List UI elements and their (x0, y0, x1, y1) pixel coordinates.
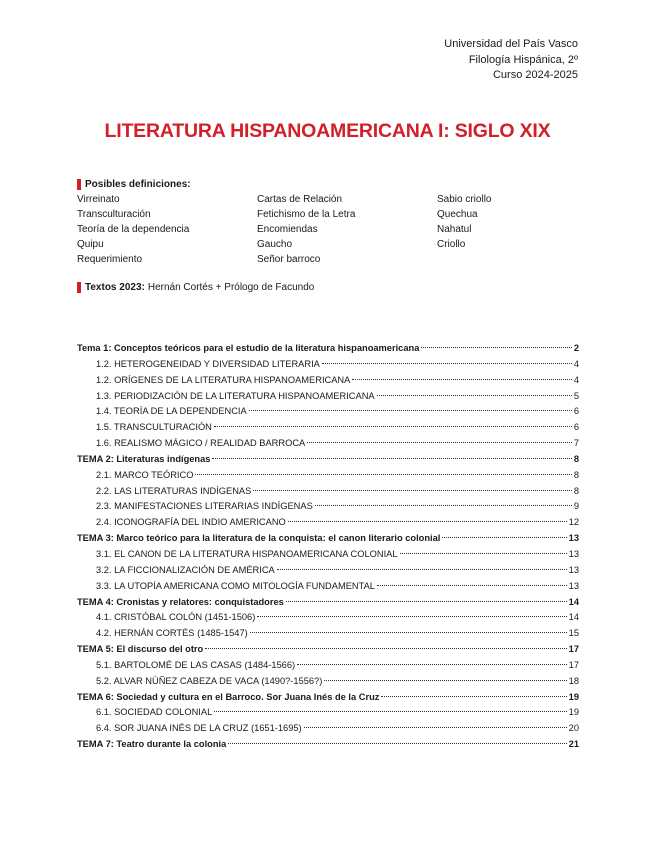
toc-chapter-entry[interactable] (77, 692, 579, 708)
toc-dot-leader (400, 553, 567, 554)
toc-entry-title: 6.1. SOCIEDAD COLONIAL (96, 707, 213, 718)
toc-entry-title: 1.3. PERIODIZACIÓN DE LA LITERATURA HISPANOAMERICANA (96, 390, 375, 401)
toc-dot-leader (324, 680, 566, 681)
toc-page-number: 19 (568, 691, 579, 702)
toc-section-entry[interactable] (77, 723, 579, 739)
definition-term (437, 252, 577, 267)
toc-section-entry[interactable] (77, 486, 579, 502)
document-title: LITERATURA HISPANOAMERICANA I: SIGLO XIX (104, 120, 551, 142)
toc-section-entry[interactable] (77, 391, 579, 407)
definitions-heading-label: Posibles definiciones: (85, 179, 191, 190)
toc-chapter-entry[interactable] (77, 644, 579, 660)
toc-chapter-entry[interactable] (77, 739, 579, 755)
toc-section-entry[interactable] (77, 549, 579, 565)
university-name: Universidad del País Vasco (444, 38, 578, 50)
definition-term: Gaucho (257, 239, 293, 250)
red-bar-marker (77, 282, 81, 293)
toc-dot-leader (212, 458, 571, 459)
toc-section-entry[interactable] (77, 359, 579, 375)
toc-section-entry[interactable] (77, 422, 579, 438)
toc-entry-title: TEMA 3: Marco teórico para la literatura de la conquista: el canon literario colonial (77, 533, 441, 544)
toc-page-number: 7 (573, 438, 579, 449)
toc-page-number: 13 (568, 580, 579, 591)
toc-entry-title: 3.2. LA FICCIONALIZACIÓN DE AMÉRICA (96, 564, 275, 575)
toc-entry-title: 6.4. SOR JUANA INÉS DE LA CRUZ (1651-1695) (96, 723, 302, 734)
toc-page-number: 8 (573, 453, 579, 464)
toc-dot-leader (304, 727, 567, 728)
toc-page-number: 12 (568, 517, 579, 528)
toc-dot-leader (307, 442, 572, 443)
definition-term: Transculturación (77, 209, 151, 220)
toc-section-entry[interactable] (77, 517, 579, 533)
toc-dot-leader (442, 537, 566, 538)
toc-page-number: 6 (573, 422, 579, 433)
toc-dot-leader (214, 426, 572, 427)
toc-page-number: 13 (568, 564, 579, 575)
definition-term: Encomiendas (257, 224, 318, 235)
definition-term: Señor barroco (257, 254, 321, 265)
toc-dot-leader (250, 632, 567, 633)
toc-dot-leader (286, 601, 567, 602)
toc-section-entry[interactable] (77, 628, 579, 644)
toc-page-number: 4 (573, 374, 579, 385)
toc-entry-title: 4.2. HERNÁN CORTÉS (1485-1547) (96, 628, 248, 639)
definition-term: Cartas de Relación (257, 194, 343, 205)
toc-dot-leader (214, 711, 566, 712)
toc-dot-leader (195, 474, 571, 475)
toc-dot-leader (228, 743, 566, 744)
toc-page-number: 20 (568, 723, 579, 734)
definition-term: Teoría de la dependencia (77, 224, 190, 235)
toc-page-number: 8 (573, 485, 579, 496)
toc-page-number: 4 (573, 358, 579, 369)
toc-page-number: 13 (568, 548, 579, 559)
toc-page-number: 14 (568, 612, 579, 623)
toc-section-entry[interactable] (77, 612, 579, 628)
toc-chapter-entry[interactable] (77, 343, 579, 359)
textos-value: Hernán Cortés + Prólogo de Facundo (147, 282, 315, 293)
toc-page-number: 6 (573, 406, 579, 417)
toc-dot-leader (297, 664, 567, 665)
toc-entry-title: 1.2. HETEROGENEIDAD Y DIVERSIDAD LITERARIA (96, 358, 320, 369)
toc-dot-leader (288, 521, 567, 522)
toc-entry-title: 5.1. BARTOLOMÉ DE LAS CASAS (1484-1566) (96, 659, 296, 670)
toc-entry-title: 3.1. EL CANON DE LA LITERATURA HISPANOAMERICANA COLONIAL (96, 548, 398, 559)
red-bar-marker (77, 179, 81, 190)
toc-section-entry[interactable] (77, 660, 579, 676)
toc-page-number: 8 (573, 469, 579, 480)
toc-entry-title: 2.4. ICONOGRAFÍA DEL INDIO AMERICANO (96, 517, 286, 528)
toc-section-entry[interactable] (77, 470, 579, 486)
toc-entry-title: 2.1. MARCO TEÓRICO (96, 469, 194, 480)
toc-dot-leader (253, 490, 571, 491)
toc-page-number: 21 (568, 739, 579, 750)
toc-entry-title: TEMA 7: Teatro durante la colonia (77, 739, 227, 750)
definitions-grid (77, 192, 577, 267)
toc-page-number: 17 (568, 644, 579, 655)
definition-term: Criollo (437, 239, 466, 250)
toc-dot-leader (352, 379, 571, 380)
toc-entry-title: 2.3. MANIFESTACIONES LITERARIAS INDÍGENAS (96, 501, 313, 512)
toc-entry-title: Tema 1: Conceptos teóricos para el estudio de la literatura hispanoamericana (77, 343, 420, 353)
toc-dot-leader (249, 410, 572, 411)
toc-dot-leader (377, 585, 567, 586)
table-of-contents (77, 343, 579, 755)
textos-line (77, 282, 314, 293)
toc-page-number: 15 (568, 628, 579, 639)
toc-section-entry[interactable] (77, 676, 579, 692)
course-year: Curso 2024-2025 (492, 69, 578, 81)
toc-section-entry[interactable] (77, 375, 579, 391)
toc-page-number: 2 (573, 343, 579, 353)
toc-page-number: 9 (573, 501, 579, 512)
toc-dot-leader (205, 648, 566, 649)
toc-page-number: 5 (573, 390, 579, 401)
toc-dot-leader (377, 395, 572, 396)
toc-dot-leader (381, 696, 566, 697)
toc-page-number: 19 (568, 707, 579, 718)
toc-entry-title: TEMA 2: Literaturas indígenas (77, 453, 211, 464)
toc-chapter-entry[interactable] (77, 454, 579, 470)
toc-section-entry[interactable] (77, 501, 579, 517)
textos-label: Textos 2023: (85, 282, 145, 293)
toc-dot-leader (322, 363, 572, 364)
toc-page-number: 13 (568, 533, 579, 544)
toc-entry-title: 3.3. LA UTOPÍA AMERICANA COMO MITOLOGÍA FUNDAMENTAL (96, 580, 375, 591)
toc-page-number: 18 (568, 675, 579, 686)
toc-entry-title: TEMA 6: Sociedad y cultura en el Barroco. Sor Juana Inés de la Cruz (77, 691, 380, 702)
toc-entry-title: 4.1. CRISTÓBAL COLÓN (1451-1506) (96, 612, 256, 623)
toc-chapter-entry[interactable] (77, 533, 579, 549)
definition-term: Quechua (437, 209, 478, 220)
degree-name: Filología Hispánica, 2º (468, 53, 578, 66)
toc-dot-leader (277, 569, 567, 570)
definition-term: Virreinato (77, 194, 120, 205)
toc-section-entry[interactable] (77, 581, 579, 597)
document-header (444, 37, 578, 84)
toc-section-entry[interactable] (77, 406, 579, 422)
toc-dot-leader (257, 616, 566, 617)
toc-entry-title: 2.2. LAS LITERATURAS INDÍGENAS (96, 485, 252, 496)
toc-dot-leader (421, 347, 571, 348)
definition-term: Quipu (77, 239, 104, 250)
toc-entry-title: 1.2. ORÍGENES DE LA LITERATURA HISPANOAMERICANA (96, 374, 351, 385)
toc-page-number: 14 (568, 596, 579, 607)
toc-entry-title: 1.4. TEORÍA DE LA DEPENDENCIA (96, 406, 247, 417)
toc-entry-title: TEMA 5: El discurso del otro (77, 644, 204, 655)
toc-section-entry[interactable] (77, 565, 579, 581)
definition-term: Nahatul (437, 224, 472, 235)
toc-entry-title: 1.6. REALISMO MÁGICO / REALIDAD BARROCA (96, 438, 306, 449)
toc-entry-title: 1.5. TRANSCULTURACIÓN (96, 422, 212, 433)
definitions-heading (77, 179, 191, 190)
toc-dot-leader (315, 505, 572, 506)
toc-entry-title: 5.2. ALVAR NÚÑEZ CABEZA DE VACA (1490?-1556?) (96, 675, 323, 686)
toc-section-entry[interactable] (77, 438, 579, 454)
toc-chapter-entry[interactable] (77, 597, 579, 613)
toc-section-entry[interactable] (77, 707, 579, 723)
toc-entry-title: TEMA 4: Cronistas y relatores: conquistadores (77, 596, 284, 607)
toc-page-number: 17 (568, 659, 579, 670)
definition-term: Requerimiento (77, 254, 143, 265)
definition-term: Sabio criollo (437, 194, 492, 205)
definition-term: Fetichismo de la Letra (257, 209, 356, 220)
